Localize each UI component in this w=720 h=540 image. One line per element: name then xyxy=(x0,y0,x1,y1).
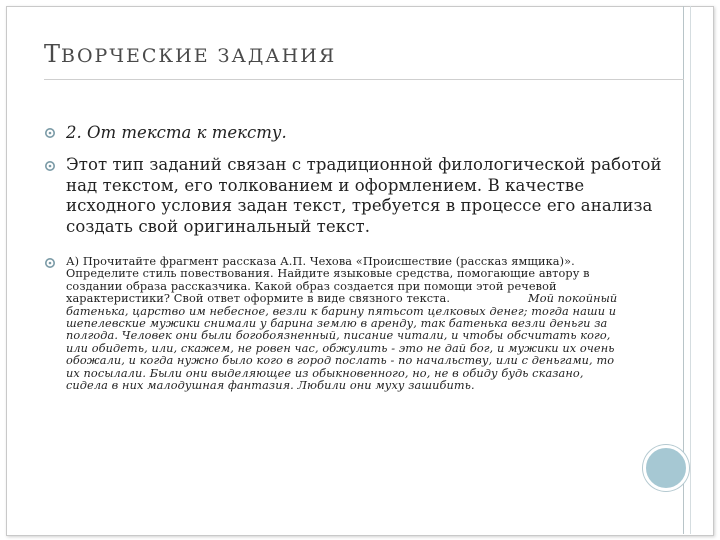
ring-bullet-icon xyxy=(44,160,56,172)
chekhov-quote: Мой покойный батенька, царство им небесное, везли к барину пятьсот целковых денег; тогда наши и шепелевские мужики снимали у барина землю в аренду, так батенька везли деньги за полгода. Человек они были богобоязненный, писание читали, и чтобы обсчитать кого, или обидеть, или, скажем, не ровен час, обжулить - это не дай бог, и мужики их очень обожали, и когда нужно было кого в город послать - по начальству, или с деньгами, то их посылали. Были они выделяющее из обыкновенного, но, не в обиду будь сказано, сидела в них малодушная фантазия. Любили они муху зашибить. xyxy=(66,292,618,393)
task-text xyxy=(66,256,626,392)
ring-bullet-icon xyxy=(44,127,56,139)
ring-bullet-icon xyxy=(44,257,56,269)
bullet-heading-text: 2. От текста к тексту. xyxy=(66,123,287,142)
slide-title xyxy=(44,40,336,68)
slide-right-rail-inner xyxy=(690,6,691,534)
title-underline xyxy=(44,79,684,80)
bullet-description-text: Этот тип заданий связан с традиционной филологической работой над текстом, его толкованием и оформлением. В качестве исходного условия задан текст, требуется в процессе его анализа создать свой оригинальный текст. xyxy=(66,155,662,236)
task-instruction: А) Прочитайте фрагмент рассказа А.П. Чехова «Происшествие (рассказ ямщика)». Определите стиль повествования. Найдите языковые средства, помогающие автору в создании образа рассказчика. Какой образ создается при помощи этой речевой характеристики? Свой ответ оформите в виде связного текста. xyxy=(66,255,590,306)
title-rest: ВОРЧЕСКИЕ ЗАДАНИЯ xyxy=(61,45,337,67)
decorative-circle xyxy=(643,445,689,491)
title-first-letter: Т xyxy=(44,40,62,68)
